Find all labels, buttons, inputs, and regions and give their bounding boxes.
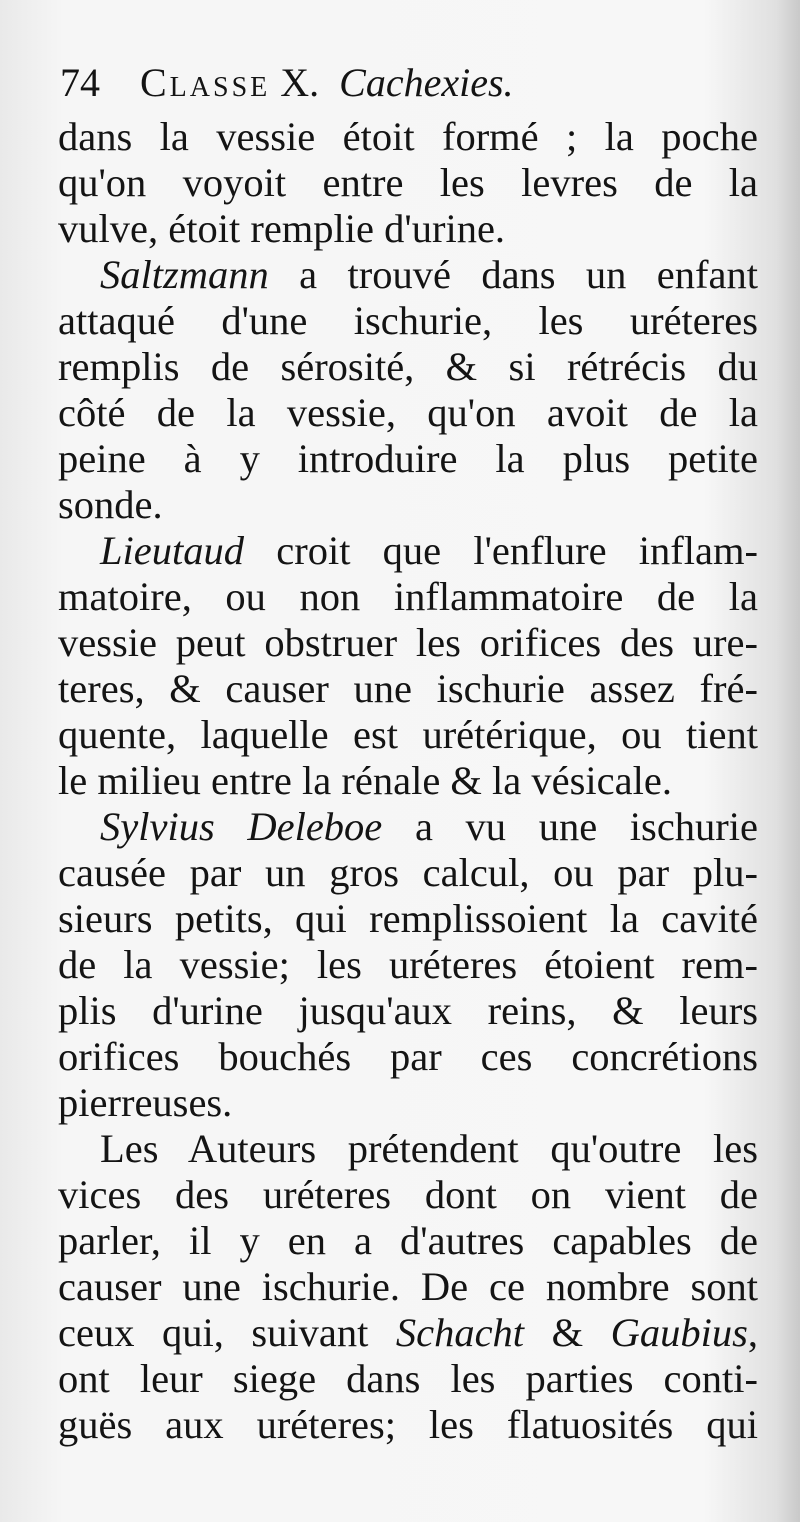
text-line: sonde. (58, 482, 163, 527)
text-line: Les Auteurs prétendent qu'outre les (100, 1126, 758, 1171)
text-line: guës aux uréteres; les flatuosités qui (58, 1402, 758, 1447)
author-name: Saltzmann (100, 252, 269, 297)
running-header (60, 48, 760, 118)
text-line: ceux qui, suivant Schacht & Gaubius, (58, 1310, 759, 1355)
text-line: de la vessie; les uréteres étoient rem- (58, 942, 758, 987)
text-line: quente, laquelle est urétérique, ou tient (58, 712, 758, 757)
text-line: matoire, ou non inflammatoire de la (58, 574, 758, 619)
header-topic: Cachexies. (339, 60, 514, 105)
text-line: Sylvius Deleboe a vu une ischurie (100, 804, 759, 849)
author-name: Schacht (395, 1310, 525, 1355)
text-line: plis d'urine jusqu'aux reins, & leurs (58, 988, 758, 1033)
text-line: le milieu entre la rénale & la vésicale. (58, 758, 672, 803)
header-classe: Classe (140, 60, 271, 105)
text-line: ont leur siege dans les parties conti- (58, 1356, 758, 1401)
text-line: qu'on voyoit entre les levres de la (58, 160, 758, 205)
text-line: vessie peut obstruer les orifices des ure- (58, 620, 758, 665)
author-name: Gaubius (610, 1310, 748, 1355)
author-name: Lieutaud (100, 528, 245, 573)
text-line: remplis de sérosité, & si rétrécis du (58, 344, 758, 389)
text-line: parler, il y en a d'autres capables de (58, 1218, 758, 1263)
text-line: causer une ischurie. De ce nombre sont (58, 1264, 758, 1309)
page-number: 74 (60, 60, 100, 105)
header-class-number: X. (280, 60, 320, 105)
body-text (58, 114, 758, 1448)
text-line: attaqué d'une ischurie, les uréteres (58, 298, 758, 343)
text-line: Saltzmann a trouvé dans un enfant (100, 252, 758, 297)
text-line: dans la vessie étoit formé ; la poche (58, 114, 758, 159)
text-line: teres, & causer une ischurie assez fré- (58, 666, 758, 711)
text-line: causée par un gros calcul, ou par plu- (58, 850, 758, 895)
author-name: Sylvius Deleboe (100, 804, 383, 849)
text-line: pierreuses. (58, 1080, 233, 1125)
text-line: vulve, étoit remplie d'urine. (58, 206, 506, 251)
text-line: orifices bouchés par ces concrétions (58, 1034, 758, 1079)
text-line: vices des uréteres dont on vient de (58, 1172, 758, 1217)
text-line: Lieutaud croit que l'enflure inflam- (100, 528, 758, 573)
text-line: sieurs petits, qui remplissoient la cavité (58, 896, 758, 941)
text-line: peine à y introduire la plus petite (58, 436, 758, 481)
text-line: côté de la vessie, qu'on avoit de la (58, 390, 758, 435)
